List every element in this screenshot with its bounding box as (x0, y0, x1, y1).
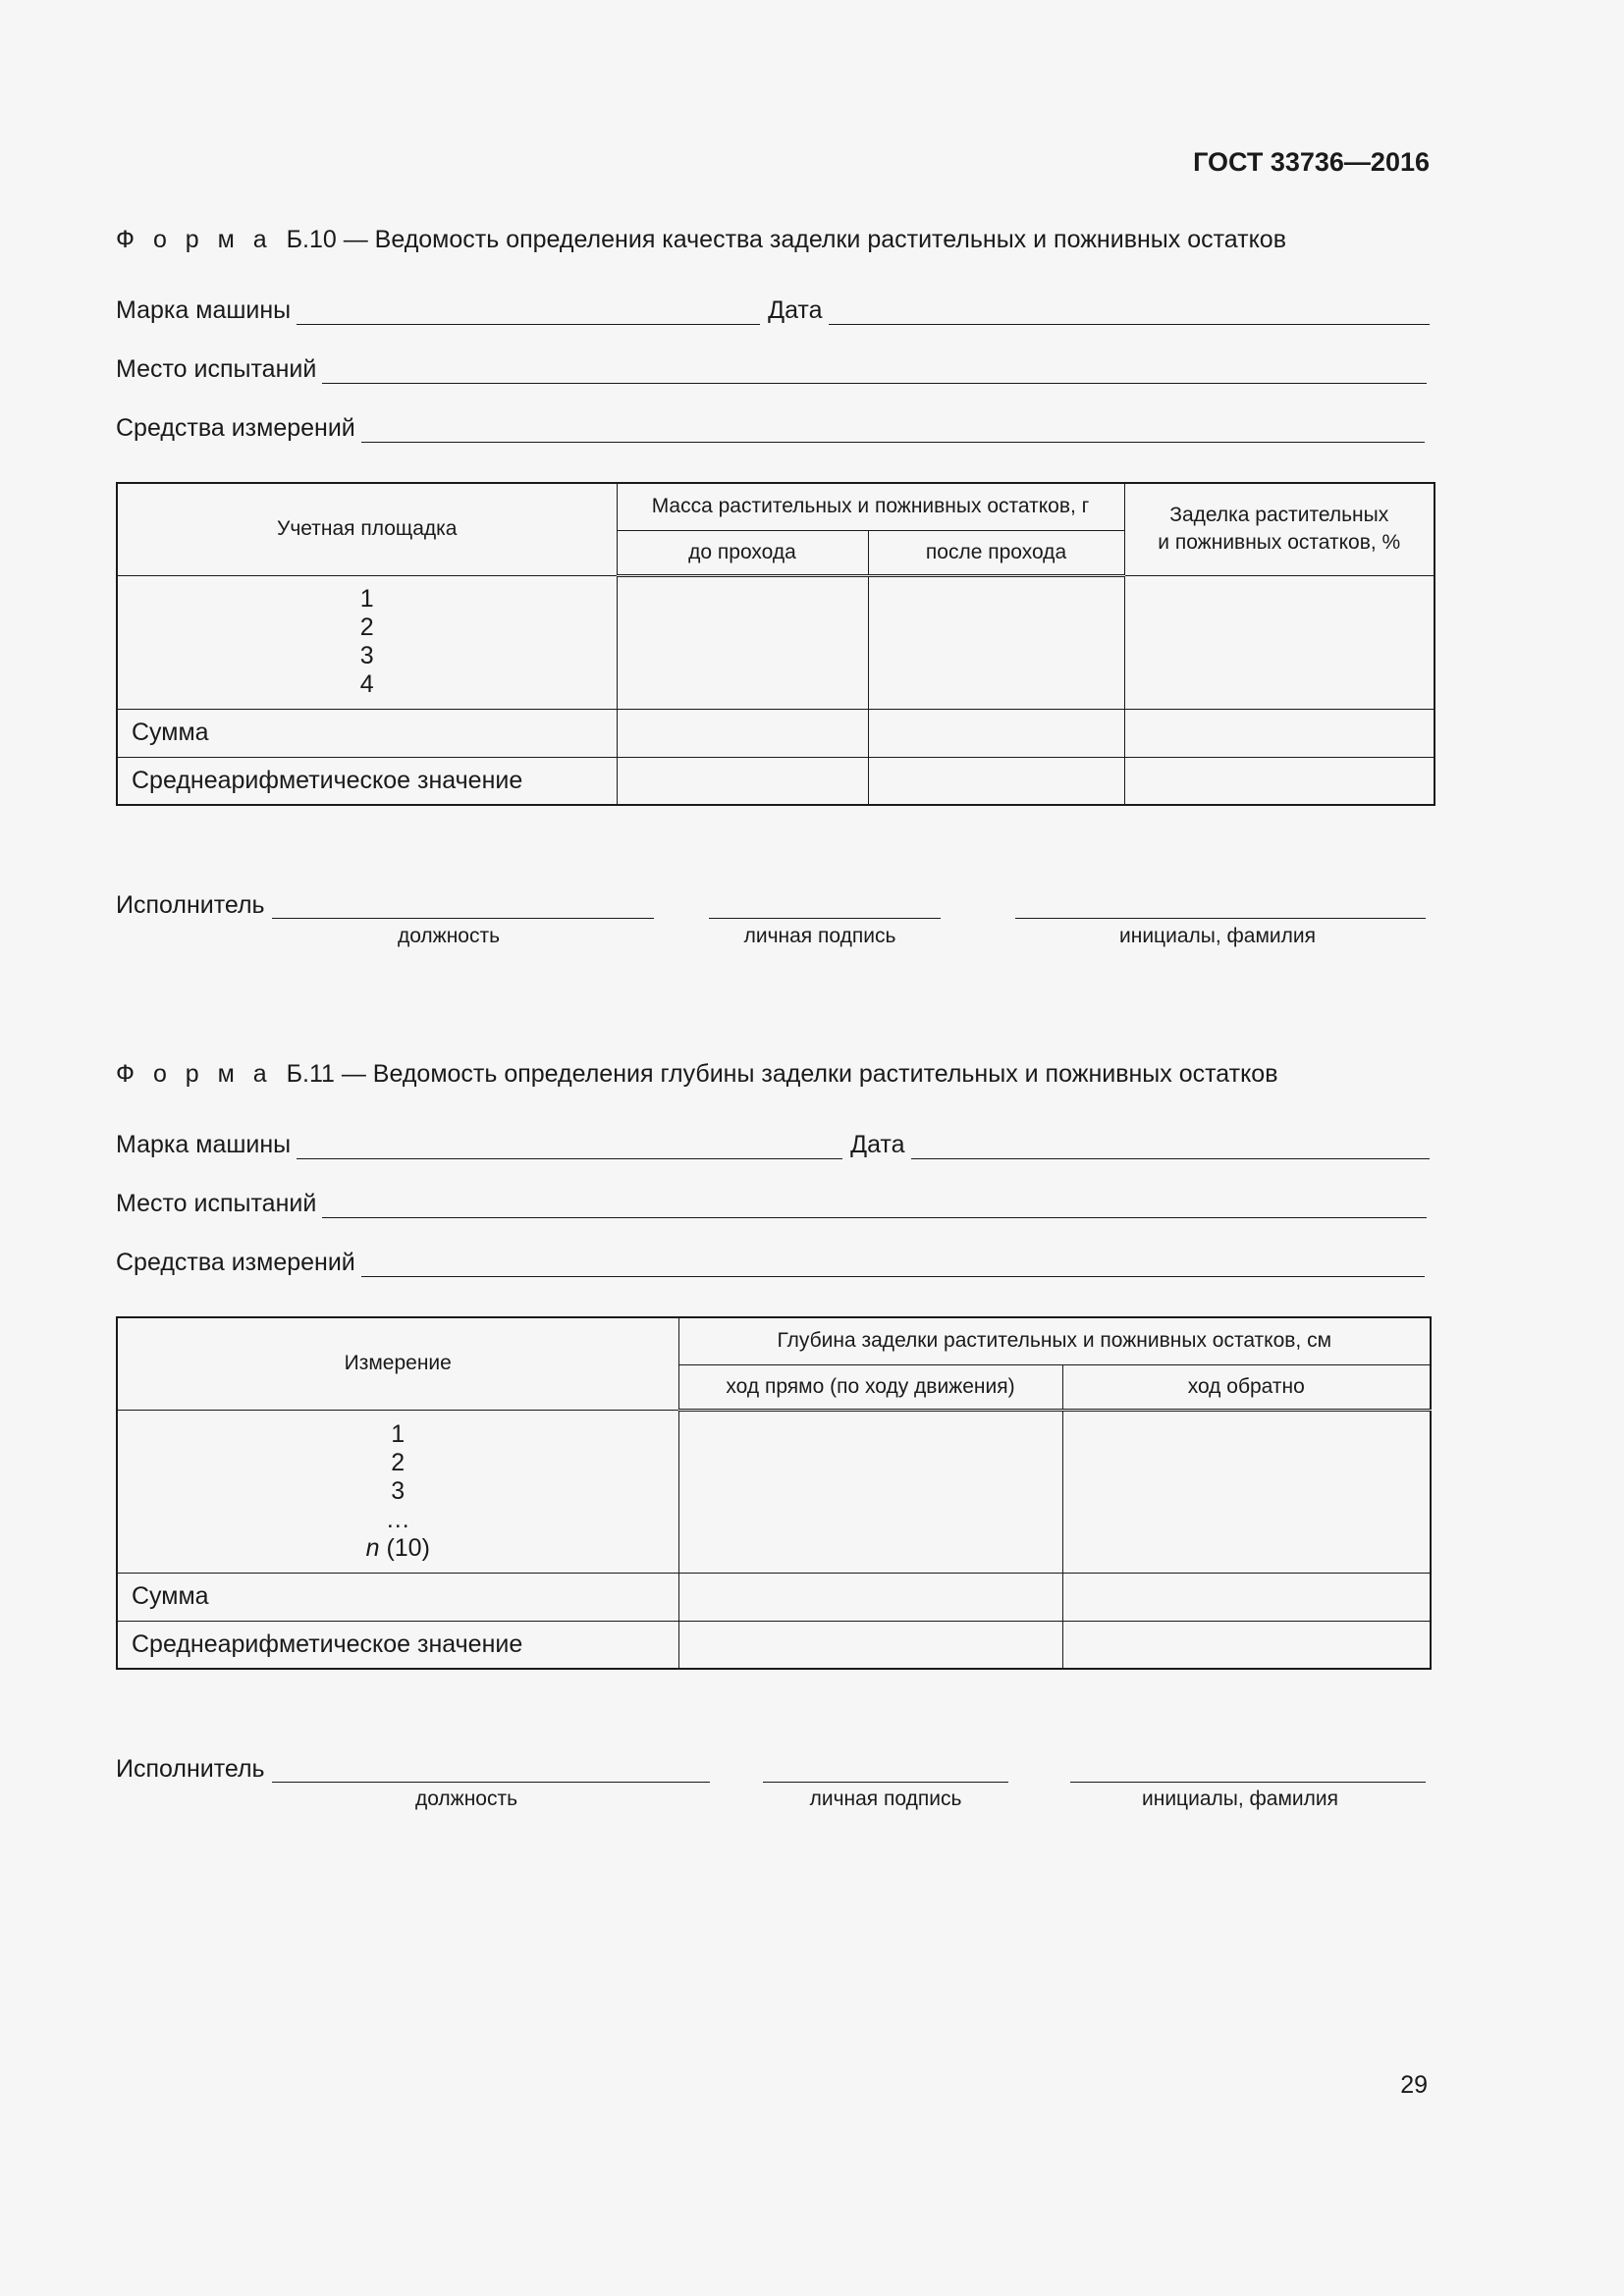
form10-header-plot: Учетная площадка (117, 483, 617, 575)
form10-title (116, 226, 1286, 254)
form10-machine-row (116, 296, 1430, 325)
form10-name-caption: инициалы, фамилия (1119, 925, 1316, 947)
form10-header-embedding (1124, 483, 1435, 575)
form10-header-before: до прохода (617, 530, 868, 575)
form11-date-field[interactable] (911, 1131, 1430, 1159)
form10-signature-line[interactable] (709, 891, 941, 919)
form10-date-field[interactable] (829, 296, 1430, 325)
table-row: 2 (391, 1448, 406, 1476)
form10-title-text: Б.10 — Ведомость определения качества заделки растительных и пожнивных остатков (286, 226, 1286, 253)
form11-prefix: Ф о р м а (116, 1060, 273, 1088)
form11-place-field[interactable] (322, 1190, 1427, 1218)
form10-executor-label: Исполнитель (116, 891, 265, 919)
table-row (118, 1534, 678, 1563)
form11-executor-label: Исполнитель (116, 1755, 265, 1783)
form11-signature-caption: личная подпись (809, 1788, 962, 1810)
form11-n-variable: n (365, 1533, 380, 1562)
form10-sum-embedding[interactable] (1124, 709, 1435, 757)
form10-plot-numbers (117, 575, 617, 709)
form10-instruments-label: Средства измерений (116, 414, 355, 442)
table-row: 2 (359, 614, 374, 641)
page-number: 29 (1400, 2071, 1428, 2099)
form11-position-line[interactable] (272, 1755, 710, 1783)
table-row: 1 (391, 1419, 406, 1448)
form10-machine-field[interactable] (297, 296, 760, 325)
form10-place-row (116, 355, 1427, 384)
table-row: 4 (359, 670, 374, 698)
form10-instruments-row (116, 414, 1425, 443)
form10-place-label: Место испытаний (116, 355, 317, 383)
form11-n-value: (10) (379, 1533, 430, 1562)
form11-name-line[interactable] (1070, 1755, 1426, 1783)
form10-header-mass: Масса растительных и пожнивных остатков, г (617, 483, 1124, 530)
form11-measurement-numbers (117, 1410, 678, 1573)
form11-header-backward: ход обратно (1062, 1364, 1431, 1410)
form11-machine-field[interactable] (297, 1131, 842, 1159)
form10-position-line[interactable] (272, 891, 654, 919)
form11-place-row (116, 1190, 1427, 1218)
form11-place-label: Место испытаний (116, 1190, 317, 1217)
table-row: 1 (359, 585, 374, 613)
form10-machine-label: Марка машины (116, 296, 292, 324)
form11-sum-label: Сумма (117, 1573, 678, 1621)
form10-mean-after[interactable] (868, 757, 1124, 805)
form10-cell-before[interactable] (617, 575, 868, 709)
form10-instruments-field[interactable] (361, 414, 1425, 443)
form10-mean-label: Среднеарифметическое значение (117, 757, 617, 805)
form11-cell-backward[interactable] (1062, 1410, 1431, 1573)
form11-header-measurement: Измерение (117, 1317, 678, 1410)
form11-header-forward: ход прямо (по ходу движения) (678, 1364, 1062, 1410)
form10-sum-label: Сумма (117, 709, 617, 757)
form11-instruments-label: Средства измерений (116, 1249, 355, 1276)
form11-mean-forward[interactable] (678, 1621, 1062, 1669)
form11-mean-label: Среднеарифметическое значение (117, 1621, 678, 1669)
form10-header-after: после прохода (868, 530, 1124, 575)
form11-sum-forward[interactable] (678, 1573, 1062, 1621)
form10-signature-caption: личная подпись (743, 925, 896, 947)
form10-header-embedding-line2: и пожнивных остатков, % (1158, 531, 1401, 555)
form11-position-caption: должность (414, 1788, 518, 1810)
document-header: ГОСТ 33736—2016 (1193, 147, 1430, 177)
form10-sum-before[interactable] (617, 709, 868, 757)
form10-mean-embedding[interactable] (1124, 757, 1435, 805)
form10-mean-before[interactable] (617, 757, 868, 805)
table-row: … (385, 1505, 410, 1533)
form11-mean-backward[interactable] (1062, 1621, 1431, 1669)
form10-table (116, 482, 1435, 806)
form11-table (116, 1316, 1432, 1670)
form10-position-caption: должность (397, 925, 501, 947)
form10-sum-after[interactable] (868, 709, 1124, 757)
form11-machine-row (116, 1131, 1430, 1159)
form11-sum-backward[interactable] (1062, 1573, 1431, 1621)
form11-signature-line[interactable] (763, 1755, 1008, 1783)
form11-machine-label: Марка машины (116, 1131, 292, 1158)
form11-header-depth: Глубина заделки растительных и пожнивных остатков, см (678, 1317, 1431, 1364)
form10-name-line[interactable] (1015, 891, 1426, 919)
form11-instruments-row (116, 1249, 1425, 1277)
form10-date-label: Дата (768, 296, 823, 324)
form11-title-text: Б.11 — Ведомость определения глубины заделки растительных и пожнивных остатков (286, 1060, 1278, 1088)
form11-title (116, 1060, 1278, 1089)
form10-header-embedding-line1: Заделка растительных (1169, 504, 1389, 527)
form10-cell-after[interactable] (868, 575, 1124, 709)
form10-cell-embedding[interactable] (1124, 575, 1435, 709)
form11-cell-forward[interactable] (678, 1410, 1062, 1573)
form10-prefix: Ф о р м а (116, 226, 273, 253)
form11-name-caption: инициалы, фамилия (1142, 1788, 1338, 1810)
form11-instruments-field[interactable] (361, 1249, 1425, 1277)
table-row: 3 (359, 642, 374, 669)
form11-date-label: Дата (850, 1131, 905, 1158)
form10-place-field[interactable] (322, 355, 1427, 384)
table-row: 3 (391, 1476, 406, 1505)
